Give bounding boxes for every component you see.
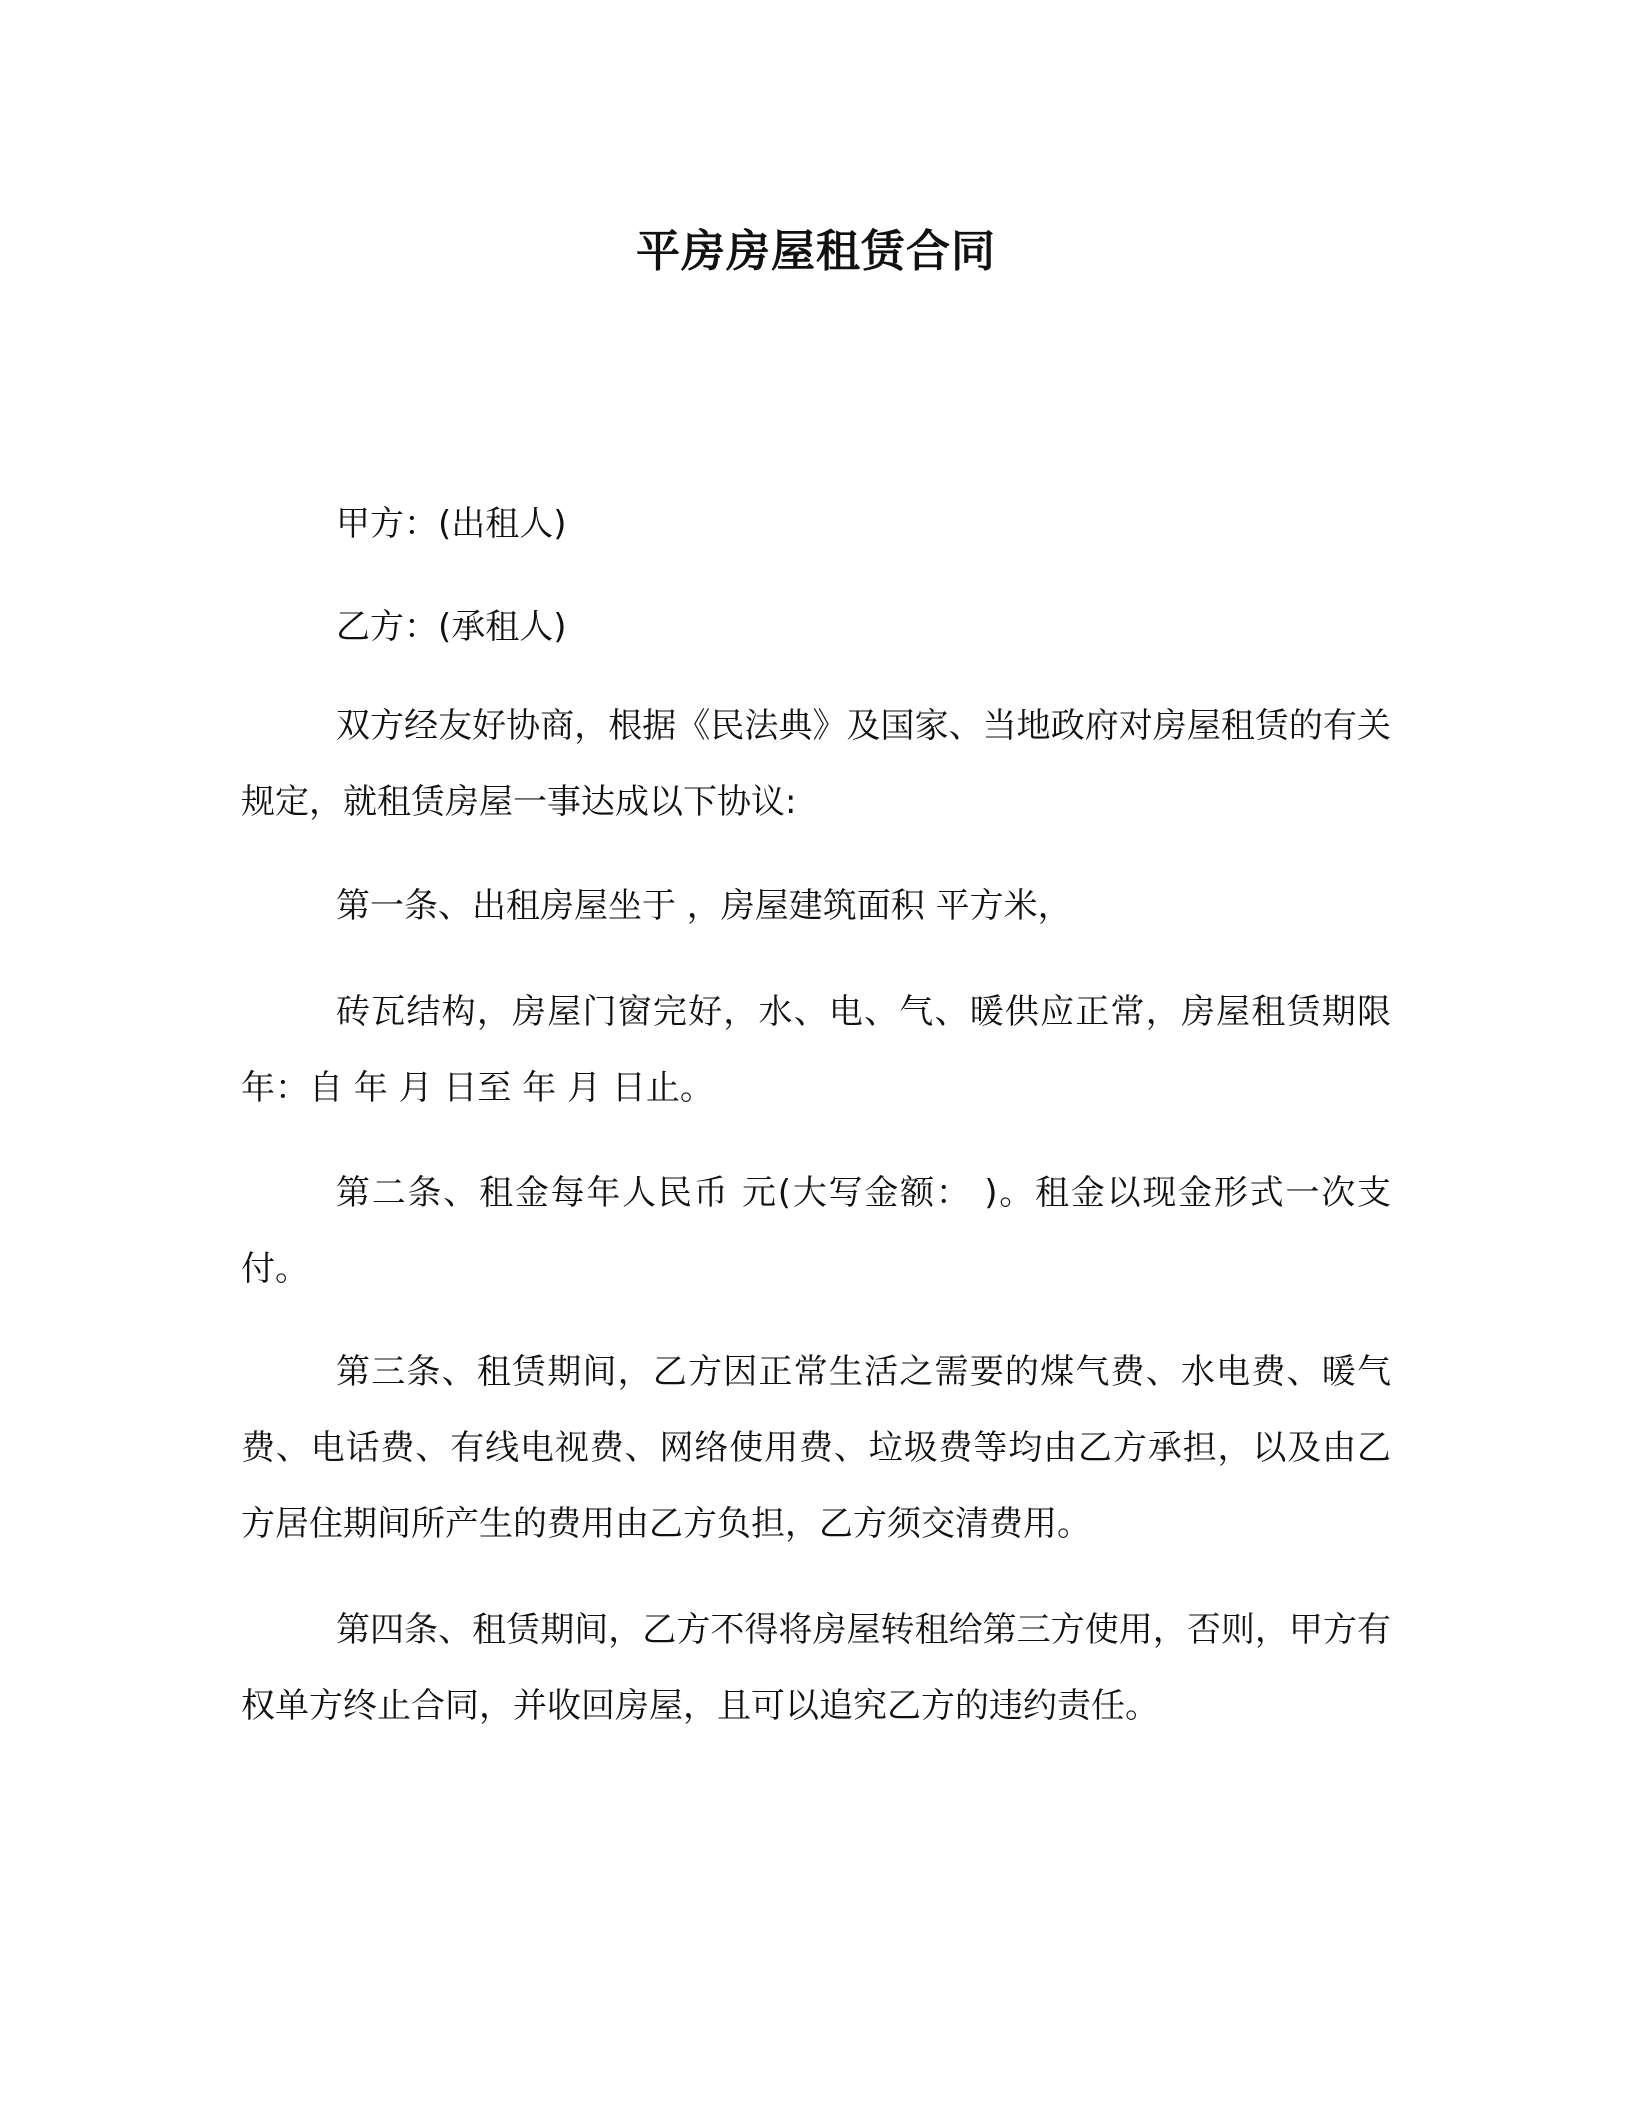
article-3-paragraph: 第三条、租赁期间，乙方因正常生活之需要的煤气费、水电费、暖气费、电话费、有线电视费、网络使用费、垃圾费等均由乙方承担，以及由乙方居住期间所产生的费用由乙方负担，乙方须交清费用。 [241,1352,1391,1544]
party-a-text: 甲方：(出租人) [336,504,567,544]
party-a-line [241,486,1391,562]
article-4-paragraph: 第四条、租赁期间，乙方不得将房屋转租给第三方使用，否则，甲方有权单方终止合同，并收回房屋，且可以追究乙方的违约责任。 [241,1610,1391,1726]
article-1-paragraph: 第一条、出租房屋坐于 ，房屋建筑面积 平方米， [336,886,1072,926]
preamble-paragraph: 双方经友好协商，根据《民法典》及国家、当地政府对房屋租赁的有关规定，就租赁房屋一事达成以下协议: [241,706,1391,822]
party-b-line [241,589,1391,665]
article-1-continued-paragraph: 砖瓦结构，房屋门窗完好，水、电、气、暖供应正常，房屋租赁期限 年：自 年 月 日至 年 月 日止。 [241,992,1391,1108]
document-title: 平房房屋租赁合同 [636,226,996,277]
party-b-text: 乙方：(承租人) [336,607,567,647]
article-2-paragraph: 第二条、租金每年人民币 元(大写金额： )。租金以现金形式一次支付。 [241,1173,1391,1289]
